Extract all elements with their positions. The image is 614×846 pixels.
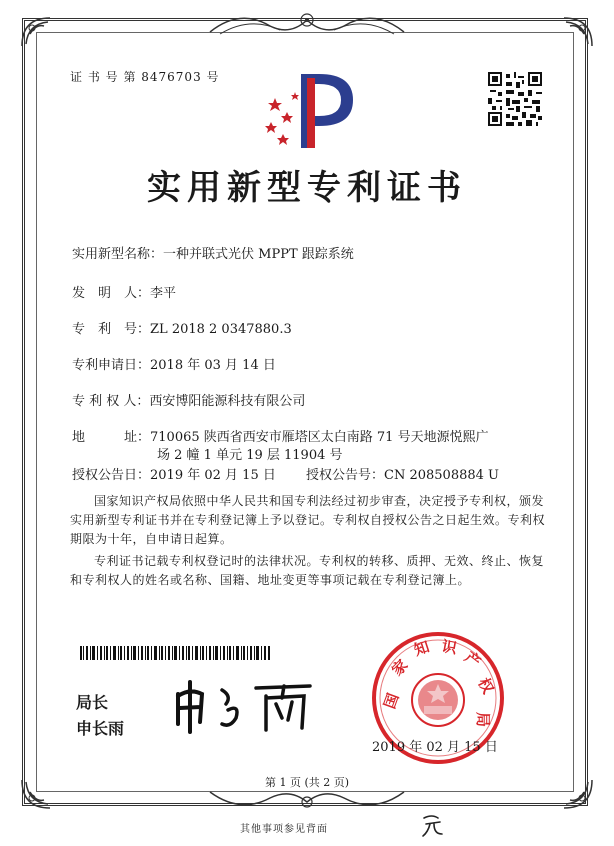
top-ornament-icon xyxy=(200,6,414,40)
director-title: 局长 xyxy=(76,693,109,712)
document-title: 实用新型专利证书 xyxy=(147,168,467,208)
grant-announcement-date-row xyxy=(72,464,276,483)
field-label: 专 利 权 人： xyxy=(72,394,150,409)
utility-model-name-row xyxy=(72,243,354,262)
field-value: 710065 陕西省西安市雁塔区太白南路 71 号天地源悦熙广 xyxy=(150,430,489,445)
cnipa-logo-icon xyxy=(257,68,361,150)
certificate-number: 证 书 号 第 8476703 号 xyxy=(70,70,220,84)
legal-status-paragraph: 专利证书记载专利权登记时的法律状况。专利权的转移、质押、无效、终止、恢复和专利权人的姓名或名称、国籍、地址变更等事项记载在专利登记簿上。 xyxy=(70,554,545,587)
field-value: 2018 年 03 月 14 日 xyxy=(150,358,276,373)
field-label: 地 址： xyxy=(72,430,151,445)
field-label: 授权公告日： xyxy=(72,468,151,483)
qr-code-icon xyxy=(488,72,542,126)
field-label: 实用新型名称： xyxy=(72,247,164,262)
field-value: ZL 2018 2 0347880.3 xyxy=(150,322,292,337)
svg-text:权: 权 xyxy=(474,674,498,697)
field-label: 专 利 号： xyxy=(72,322,151,337)
field-value: 西安博阳能源科技有限公司 xyxy=(149,394,306,409)
address-row xyxy=(72,426,489,445)
grant-announcement-number-row xyxy=(306,464,499,483)
barcode-icon xyxy=(80,646,270,660)
page-number: 第 1 页 (共 2 页) xyxy=(264,776,350,789)
svg-text:识: 识 xyxy=(440,637,459,658)
handwritten-mark-icon xyxy=(420,812,444,838)
seal-date: 2019 年 02 月 15 日 xyxy=(372,740,498,755)
field-value: CN 208508884 U xyxy=(384,468,499,483)
address-line-2: 场 2 幢 1 单元 19 层 11904 号 xyxy=(157,448,343,463)
inventor-row xyxy=(72,282,176,301)
field-value: 2019 年 02 月 15 日 xyxy=(150,468,276,483)
signature-icon xyxy=(170,674,320,736)
grant-statement-paragraph: 国家知识产权局依照中华人民共和国专利法经过初步审查，决定授予专利权，颁发实用新型专利证书并在专利登记簿上予以登记。专利权自授权公告之日起生效。专利权期限为十年，自申请日起算。 xyxy=(70,494,546,546)
svg-text:局: 局 xyxy=(474,712,492,728)
svg-text:产: 产 xyxy=(461,648,485,672)
patent-number-row xyxy=(72,318,292,337)
svg-text:知: 知 xyxy=(411,637,432,660)
footer-note: 其他事项参见背面 xyxy=(240,824,328,835)
field-value: 李平 xyxy=(150,286,177,301)
svg-text:家: 家 xyxy=(388,655,412,680)
corner-ornament-icon xyxy=(560,14,596,50)
field-value: 一种并联式光伏 MPPT 跟踪系统 xyxy=(163,247,354,262)
director-name: 申长雨 xyxy=(76,719,125,738)
svg-text:国: 国 xyxy=(380,690,403,712)
bottom-ornament-icon xyxy=(200,786,414,816)
field-label: 授权公告号： xyxy=(306,468,385,483)
field-label: 发 明 人： xyxy=(72,286,151,301)
patentee-row xyxy=(72,390,305,409)
corner-ornament-icon xyxy=(18,14,54,50)
field-label: 专利申请日： xyxy=(72,358,151,373)
filing-date-row xyxy=(72,354,276,373)
